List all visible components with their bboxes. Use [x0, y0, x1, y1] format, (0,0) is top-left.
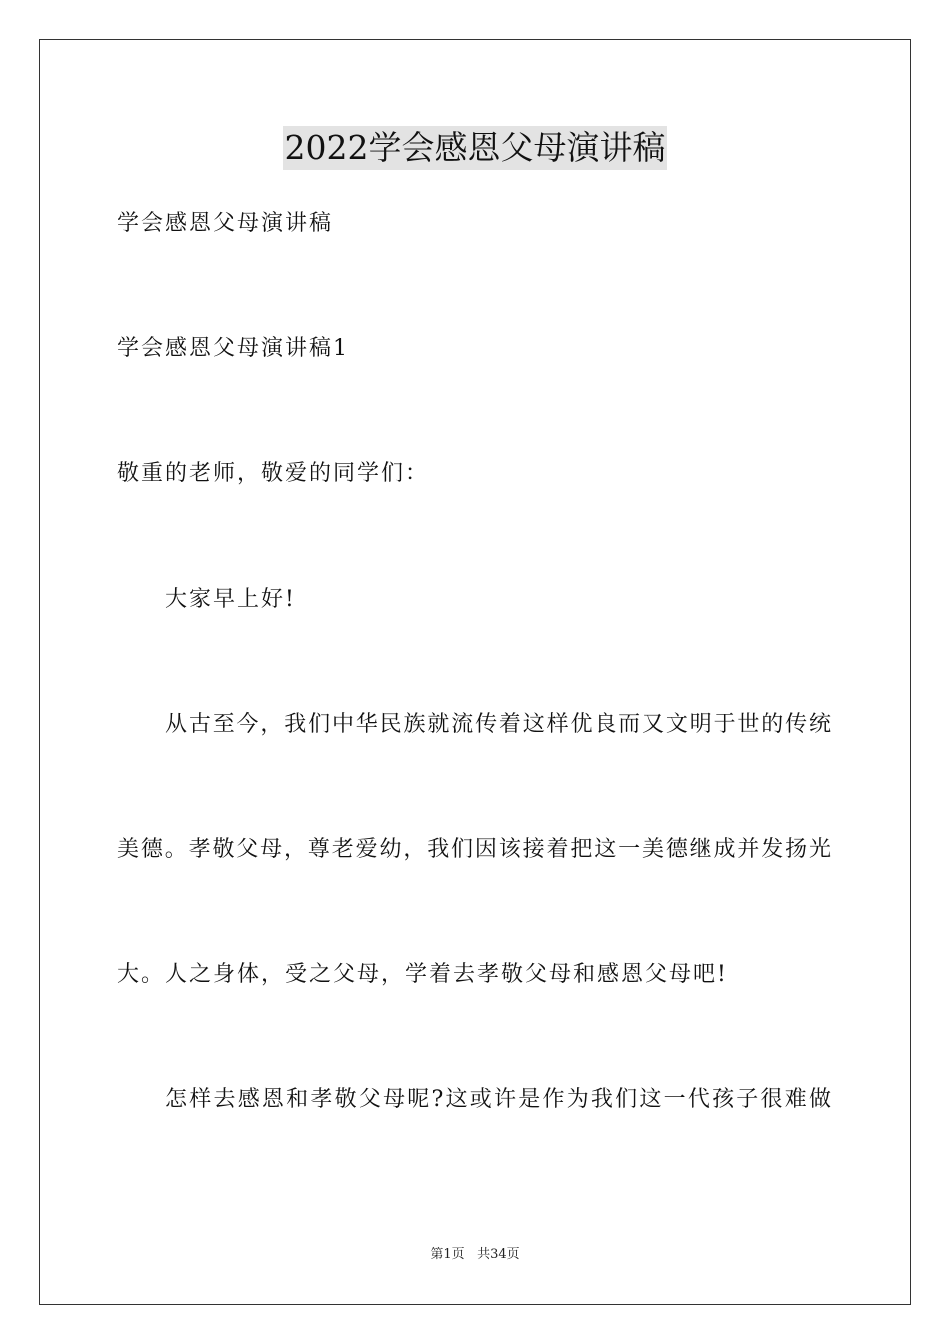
page-number: 第1页	[430, 1247, 465, 1262]
paragraph-line-greeting: 大家早上好!	[165, 587, 296, 612]
page-footer	[0, 1246, 950, 1264]
paragraph-line: 美德。孝敬父母，尊老爱幼，我们因该接着把这一美德继成并发扬光	[117, 837, 831, 862]
paragraph-line: 怎样去感恩和孝敬父母呢?这或许是作为我们这一代孩子很难做	[165, 1087, 831, 1112]
document-title: 2022学会感恩父母演讲稿	[283, 126, 668, 170]
paragraph-line-heading: 学会感恩父母演讲稿1	[117, 336, 349, 361]
paragraph-line-salutation: 敬重的老师，敬爱的同学们：	[117, 461, 430, 486]
page-total: 共34页	[477, 1247, 520, 1262]
paragraph-line: 从古至今，我们中华民族就流传着这样优良而又文明于世的传统	[165, 712, 831, 737]
title-container	[0, 126, 950, 170]
paragraph-line-subtitle: 学会感恩父母演讲稿	[117, 211, 334, 236]
paragraph-line: 大。人之身体，受之父母，学着去孝敬父母和感恩父母吧!	[117, 962, 728, 987]
